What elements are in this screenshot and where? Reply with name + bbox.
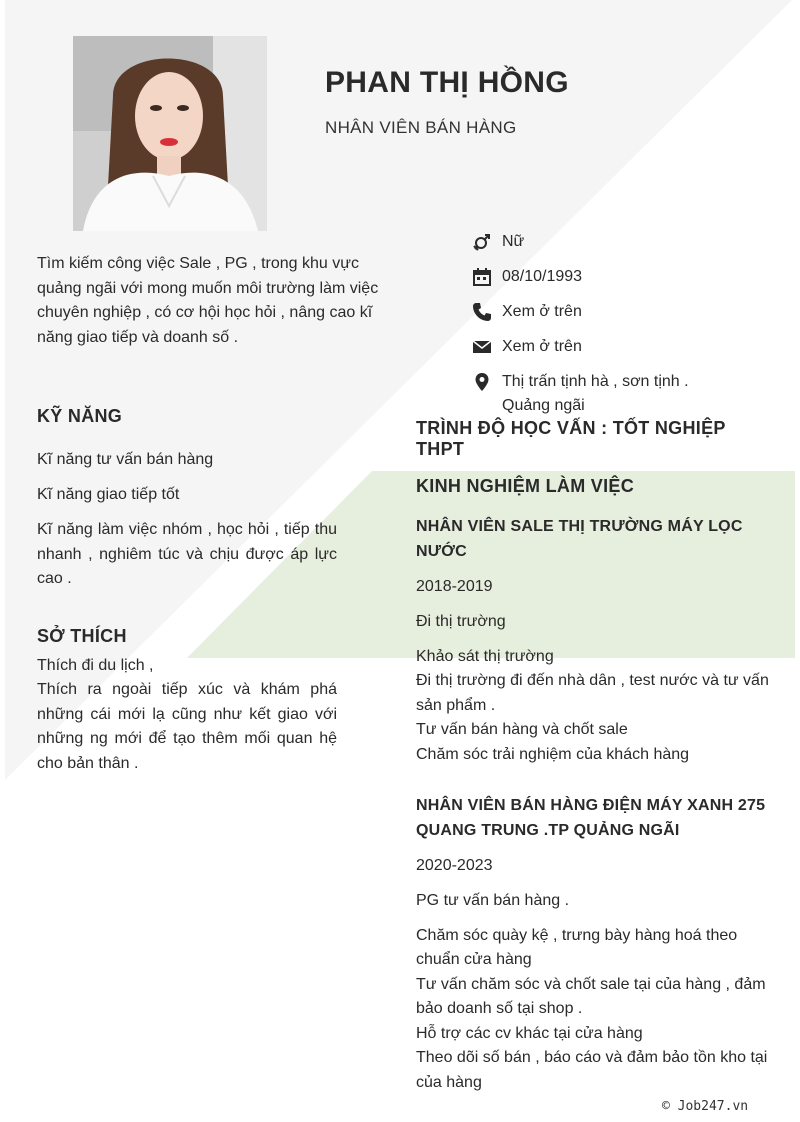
skill-item: Kĩ năng làm việc nhóm , học hỏi , tiếp thu nhanh , nghiêm túc và chịu được áp lực cao . (37, 521, 337, 587)
candidate-name: PHAN THỊ HỒNG (325, 66, 569, 99)
info-phone (472, 300, 762, 335)
info-email (472, 335, 762, 370)
hobby-item: Thích đi du lịch , (37, 656, 154, 674)
job-line: Chăm sóc trải nghiệm của khách hàng (416, 745, 690, 763)
location-pin-icon (472, 370, 502, 394)
footer-copyright: © Job247.vn (662, 1099, 749, 1114)
job-title: NHÂN VIÊN SALE THỊ TRƯỜNG MÁY LỌC NƯỚC (416, 518, 743, 560)
personal-info (472, 230, 762, 418)
info-birthday (472, 265, 762, 300)
job-line: Tư vấn bán hàng và chốt sale (416, 721, 628, 738)
job-title: NHÂN VIÊN BÁN HÀNG ĐIỆN MÁY XANH 275 QUANG TRUNG .TP QUẢNG NGÃI (416, 797, 766, 839)
hobbies-title: SỞ THÍCH (37, 625, 127, 646)
job-line: Hỗ trợ các cv khác tại cửa hàng (416, 1024, 643, 1042)
profile-photo (73, 36, 267, 231)
right-column (416, 418, 771, 1095)
info-gender (472, 230, 762, 265)
job-entry (416, 514, 771, 767)
skill-item: Kĩ năng giao tiếp tốt (37, 486, 180, 503)
job-line: Theo dõi số bán , báo cáo và đảm bảo tồn kho tại của hàng (416, 1049, 768, 1091)
job-period: 2018-2019 (416, 577, 493, 595)
address-line-1: Thị trấn tịnh hà , sơn tịnh . (502, 373, 689, 390)
birthday-value: 08/10/1993 (502, 268, 583, 285)
job-line: Đi thị trường đi đến nhà dân , test nước và tư vấn sản phẩm . (416, 672, 769, 714)
phone-value: Xem ở trên (502, 303, 582, 320)
info-address (472, 370, 762, 418)
education-title: TRÌNH ĐỘ HỌC VẤN : TỐT NGHIỆP THPT (416, 418, 726, 459)
job-line: PG tư vấn bán hàng . (416, 891, 570, 909)
job-line: Chăm sóc quày kệ , trưng bày hàng hoá theo chuẩn cửa hàng (416, 926, 738, 968)
job-entry (416, 793, 771, 1095)
hobby-item: Thích ra ngoài tiếp xúc và khám phá những cái mới lạ cũng như kết giao với những ng mới để tạo thêm mối quan hệ cho bản thân . (37, 681, 337, 772)
skills-title: KỸ NĂNG (37, 406, 123, 426)
left-column (37, 406, 337, 776)
job-line: Đi thị trường (416, 612, 506, 630)
candidate-job-title: NHÂN VIÊN BÁN HÀNG (325, 118, 517, 137)
gender-value: Nữ (502, 233, 525, 250)
job-line: Khảo sát thị trường (416, 647, 554, 665)
address-line-2: Quảng ngãi (502, 397, 585, 414)
skill-item: Kĩ năng tư vấn bán hàng (37, 451, 214, 468)
phone-icon (472, 300, 502, 324)
calendar-icon (472, 265, 502, 289)
experience-title: KINH NGHIỆM LÀM VIỆC (416, 476, 635, 496)
job-line: Tư vấn chăm sóc và chốt sale tại của hàng , đảm bảo doanh số tại shop . (416, 975, 766, 1017)
email-value: Xem ở trên (502, 338, 582, 355)
email-icon (472, 335, 502, 359)
career-objective: Tìm kiếm công việc Sale , PG , trong khu vực quảng ngãi với mong muốn môi trường làm việc chuyên nghiệp , có cơ hội học hỏi , nâng cao kĩ năng giao tiếp và doanh số . (37, 255, 379, 346)
job-period: 2020-2023 (416, 856, 493, 874)
gender-icon (472, 230, 502, 254)
